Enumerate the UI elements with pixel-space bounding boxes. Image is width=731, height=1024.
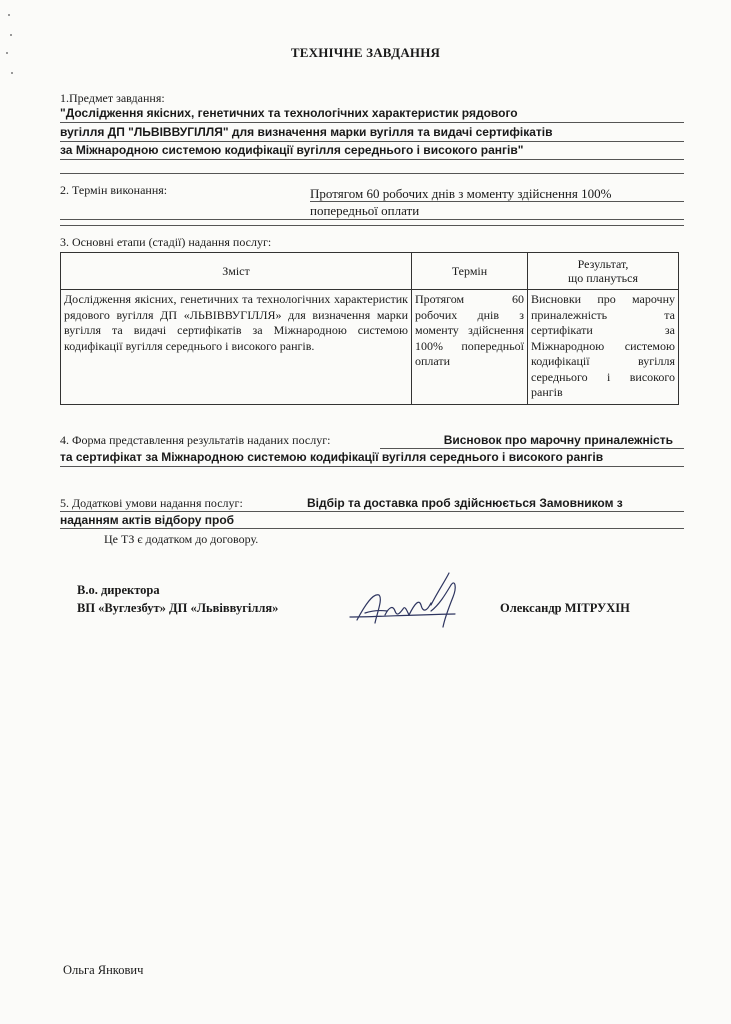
conditions-line-1: Відбір та доставка проб здійснюється Замовником з [307, 496, 623, 510]
footer-name: Ольга Янкович [63, 963, 144, 977]
subject-line-3: за Міжнародною системою кодифікації вугілля середнього і високого рангів" [60, 143, 524, 157]
column-header-result: Результат, що плануться [528, 253, 679, 290]
scan-speck [8, 14, 10, 16]
column-header-term: Термін [412, 253, 528, 290]
underline [60, 528, 684, 529]
underline [60, 225, 684, 226]
term-line-1: Протягом 60 робочих днів з моменту здійснення 100% [310, 186, 612, 201]
scan-speck [10, 34, 12, 36]
signer-position-line-1: В.о. директора [77, 583, 160, 597]
section-3-label: 3. Основні етапи (стадії) надання послуг: [60, 235, 272, 249]
scan-speck [11, 72, 13, 74]
underline [60, 159, 684, 160]
signer-position-line-2: ВП «Вуглезбут» ДП «Львіввугілля» [77, 601, 279, 615]
signer-name: Олександр МІТРУХІН [500, 601, 630, 615]
handwritten-signature [345, 565, 475, 635]
conditions-line-2: наданням актів відбору проб [60, 513, 235, 527]
scan-speck [6, 52, 8, 54]
section-2-label: 2. Термін виконання: [60, 183, 168, 197]
underline [60, 122, 684, 123]
subject-line-1: "Дослідження якісних, генетичних та технологічних характеристик рядового [60, 106, 518, 120]
underline [60, 219, 684, 220]
document-title: ТЕХНІЧНЕ ЗАВДАННЯ [290, 45, 441, 60]
underline [60, 141, 684, 142]
cell-content: Дослідження якісних, генетичних та технологічних характеристик рядового вугілля ДП «ЛЬВІВВУГІЛЛЯ» для визначення марки вугілля та видачі сертифікатів за Міжнародною системою кодифікації вугілля середнього і високого рангів. [61, 290, 412, 405]
section-4-label: 4. Форма представлення результатів наданих послуг: [60, 433, 331, 447]
appendix-note: Це ТЗ є додатком до договору. [104, 532, 259, 546]
result-form-line-2: та сертифікат за Міжнародною системою кодифікації вугілля середнього і високого рангів [60, 450, 604, 464]
section-5-label: 5. Додаткові умови надання послуг: [60, 496, 243, 510]
result-form-line-1: Висновок про марочну приналежність [443, 433, 673, 447]
section-1-label: 1.Предмет завдання: [60, 91, 165, 105]
subject-line-2: вугілля ДП "ЛЬВІВВУГІЛЛЯ" для визначення марки вугілля та видачі сертифікатів [60, 125, 553, 139]
underline [60, 511, 684, 512]
stages-table [60, 252, 679, 405]
underline [310, 201, 684, 202]
table-row [61, 290, 679, 405]
cell-result: Висновки про марочну приналежність та сертифікати за Міжнародною системою кодифікації вугілля середнього і високого рангів [528, 290, 679, 405]
underline [60, 466, 684, 467]
column-header-content: Зміст [61, 253, 412, 290]
underline [60, 173, 684, 174]
term-line-2: попередньої оплати [310, 203, 420, 218]
underline [380, 448, 684, 449]
cell-term: Протягом 60 робочих днів з моменту здійснення 100% попередньої оплати [412, 290, 528, 405]
